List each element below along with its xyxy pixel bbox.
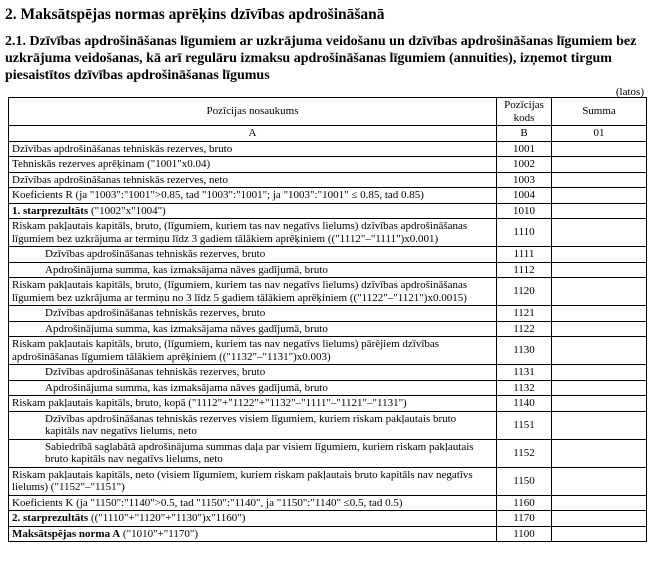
table-row bbox=[9, 172, 647, 188]
row-sum[interactable] bbox=[552, 247, 647, 263]
row-code: 1111 bbox=[497, 247, 552, 263]
table-row bbox=[9, 396, 647, 412]
row-code: 1003 bbox=[497, 172, 552, 188]
row-sum[interactable] bbox=[552, 157, 647, 173]
row-sum[interactable] bbox=[552, 203, 647, 219]
row-code: 1160 bbox=[497, 495, 552, 511]
row-code: 1121 bbox=[497, 306, 552, 322]
table-row bbox=[9, 188, 647, 204]
row-sum[interactable] bbox=[552, 278, 647, 306]
table-row bbox=[9, 306, 647, 322]
row-name: Dzīvības apdrošināšanas tehniskās rezerves visiem līgumiem, kuriem riskam pakļautais bruto kapitāls nav negatīvs lielums, neto bbox=[9, 411, 497, 439]
row-name: Riskam pakļautais kapitāls, bruto, (līgumiem, kuriem tas nav negatīvs lielums) dzīvības apdrošināšanas līgumiem bez uzkrājuma ar termiņu līdz 3 gadiem tālākiem aprēķiniem (("1112"–"1111")x0.001) bbox=[9, 219, 497, 247]
row-sum[interactable] bbox=[552, 495, 647, 511]
subheader-sum: 01 bbox=[552, 126, 647, 142]
table-row bbox=[9, 411, 647, 439]
row-name: Koeficients K (ja "1150":"1140">0.5, tad "1150":"1140", ja "1150":"1140" ≤0.5, tad 0.5) bbox=[9, 495, 497, 511]
row-name: 2. starprezultāts (("1110"+"1120"+"1130")x"1160") bbox=[9, 511, 497, 527]
row-name: Dzīvības apdrošināšanas tehniskās rezerves, neto bbox=[9, 172, 497, 188]
row-name: Riskam pakļautais kapitāls, bruto, kopā ("1112"+"1122"+"1132"–"1111"–"1121"–"1131") bbox=[9, 396, 497, 412]
row-name-bold: 1. starprezultāts bbox=[12, 204, 89, 217]
row-code: 1002 bbox=[497, 157, 552, 173]
subheader-code: B bbox=[497, 126, 552, 142]
row-code: 1150 bbox=[497, 467, 552, 495]
row-sum[interactable] bbox=[552, 439, 647, 467]
header-name: Pozīcijas nosaukums bbox=[9, 98, 497, 126]
row-name-bold: 2. starprezultāts bbox=[12, 512, 89, 524]
row-code: 1112 bbox=[497, 262, 552, 278]
table-row bbox=[9, 247, 647, 263]
row-name: Dzīvības apdrošināšanas tehniskās rezerves, bruto bbox=[9, 365, 497, 381]
row-name: Dzīvības apdrošināšanas tehniskās rezerves, bruto bbox=[9, 247, 497, 263]
section-title: 2. Maksātspējas normas aprēķins dzīvības apdrošināšanā bbox=[5, 6, 385, 23]
row-sum[interactable] bbox=[552, 141, 647, 157]
table-row bbox=[9, 262, 647, 278]
row-name: 1. starprezultāts ("1002"x"1004") bbox=[9, 203, 497, 219]
row-code: 1152 bbox=[497, 439, 552, 467]
row-sum[interactable] bbox=[552, 321, 647, 337]
row-name: Riskam pakļautais kapitāls, bruto, (līgumiem, kuriem tas nav negatīvs lielums) pārējiem dzīvības apdrošināšanas līgumiem tālākiem aprēķiniem (("1132"–"1131")x0.003) bbox=[9, 337, 497, 365]
row-code: 1120 bbox=[497, 278, 552, 306]
row-name: Riskam pakļautais kapitāls, neto (visiem līgumiem, kuriem riskam pakļautais bruto kapitāls nav negatīvs lielums) ("1152"–"1151") bbox=[9, 467, 497, 495]
subsection-title: 2.1. Dzīvības apdrošināšanas līgumiem ar uzkrājuma veidošanu un dzīvības apdrošināšanas līgumiem bez uzkrājuma veidošanas, kā arī regulāru izmaksu apdrošināšanas līgumiem (annuities), izņemot tirgum piesaistītos dzīvības apdrošināšanas līgumus bbox=[5, 34, 637, 83]
table-row bbox=[9, 467, 647, 495]
row-name: Riskam pakļautais kapitāls, bruto, (līgumiem, kuriem tas nav negatīvs lielums) dzīvības apdrošināšanas līgumiem bez uzkrājuma ar termiņu no 3 līdz 5 gadiem tālākiem aprēķiniem (("1122"–"1121")x0.0015) bbox=[9, 278, 497, 306]
row-code: 1170 bbox=[497, 511, 552, 527]
row-code: 1130 bbox=[497, 337, 552, 365]
table-row bbox=[9, 321, 647, 337]
table-row bbox=[9, 141, 647, 157]
row-name: Tehniskās rezerves aprēķinam ("1001"x0.04) bbox=[9, 157, 497, 173]
row-code: 1151 bbox=[497, 411, 552, 439]
header-sum: Summa bbox=[552, 98, 647, 126]
table-row bbox=[9, 337, 647, 365]
row-name: Dzīvības apdrošināšanas tehniskās rezerves, bruto bbox=[9, 306, 497, 322]
row-sum[interactable] bbox=[552, 365, 647, 381]
table-row bbox=[9, 380, 647, 396]
row-sum[interactable] bbox=[552, 411, 647, 439]
row-name: Maksātspējas norma A ("1010"+"1170") bbox=[9, 526, 497, 542]
row-code: 1132 bbox=[497, 380, 552, 396]
row-code: 1004 bbox=[497, 188, 552, 204]
solvency-table bbox=[8, 97, 647, 542]
row-code: 1131 bbox=[497, 365, 552, 381]
table-row bbox=[9, 219, 647, 247]
table-row bbox=[9, 203, 647, 219]
row-name: Apdrošinājuma summa, kas izmaksājama nāves gadījumā, bruto bbox=[9, 321, 497, 337]
table-row bbox=[9, 278, 647, 306]
row-name: Apdrošinājuma summa, kas izmaksājama nāves gadījumā, bruto bbox=[9, 262, 497, 278]
row-sum[interactable] bbox=[552, 262, 647, 278]
row-sum[interactable] bbox=[552, 526, 647, 542]
row-code: 1100 bbox=[497, 526, 552, 542]
table-row bbox=[9, 439, 647, 467]
row-code: 1110 bbox=[497, 219, 552, 247]
row-name: Koeficients R (ja "1003":"1001">0.85, tad "1003":"1001"; ja "1003":"1001" ≤ 0.85, tad 0.85) bbox=[9, 188, 497, 204]
table-row bbox=[9, 157, 647, 173]
row-code: 1010 bbox=[497, 203, 552, 219]
row-sum[interactable] bbox=[552, 219, 647, 247]
row-code: 1122 bbox=[497, 321, 552, 337]
currency-unit: (latos) bbox=[615, 86, 644, 98]
subheader-name: A bbox=[9, 126, 497, 142]
row-sum[interactable] bbox=[552, 188, 647, 204]
table-row bbox=[9, 526, 647, 542]
table-row bbox=[9, 511, 647, 527]
row-sum[interactable] bbox=[552, 380, 647, 396]
row-code: 1140 bbox=[497, 396, 552, 412]
row-name: Sabiedrībā saglabātā apdrošinājuma summas daļa par visiem līgumiem, kuriem riskam pakļautais bruto kapitāls nav negatīvs lielums, neto bbox=[9, 439, 497, 467]
row-name: Dzīvības apdrošināšanas tehniskās rezerves, bruto bbox=[9, 141, 497, 157]
table-row bbox=[9, 365, 647, 381]
row-name-bold: Maksātspējas norma A bbox=[12, 527, 121, 540]
row-sum[interactable] bbox=[552, 337, 647, 365]
row-sum[interactable] bbox=[552, 511, 647, 527]
row-sum[interactable] bbox=[552, 172, 647, 188]
row-sum[interactable] bbox=[552, 396, 647, 412]
row-sum[interactable] bbox=[552, 467, 647, 495]
row-code: 1001 bbox=[497, 141, 552, 157]
header-code: Pozīcijas kods bbox=[497, 98, 552, 126]
row-sum[interactable] bbox=[552, 306, 647, 322]
table-row bbox=[9, 495, 647, 511]
row-name: Apdrošinājuma summa, kas izmaksājama nāves gadījumā, bruto bbox=[9, 380, 497, 396]
